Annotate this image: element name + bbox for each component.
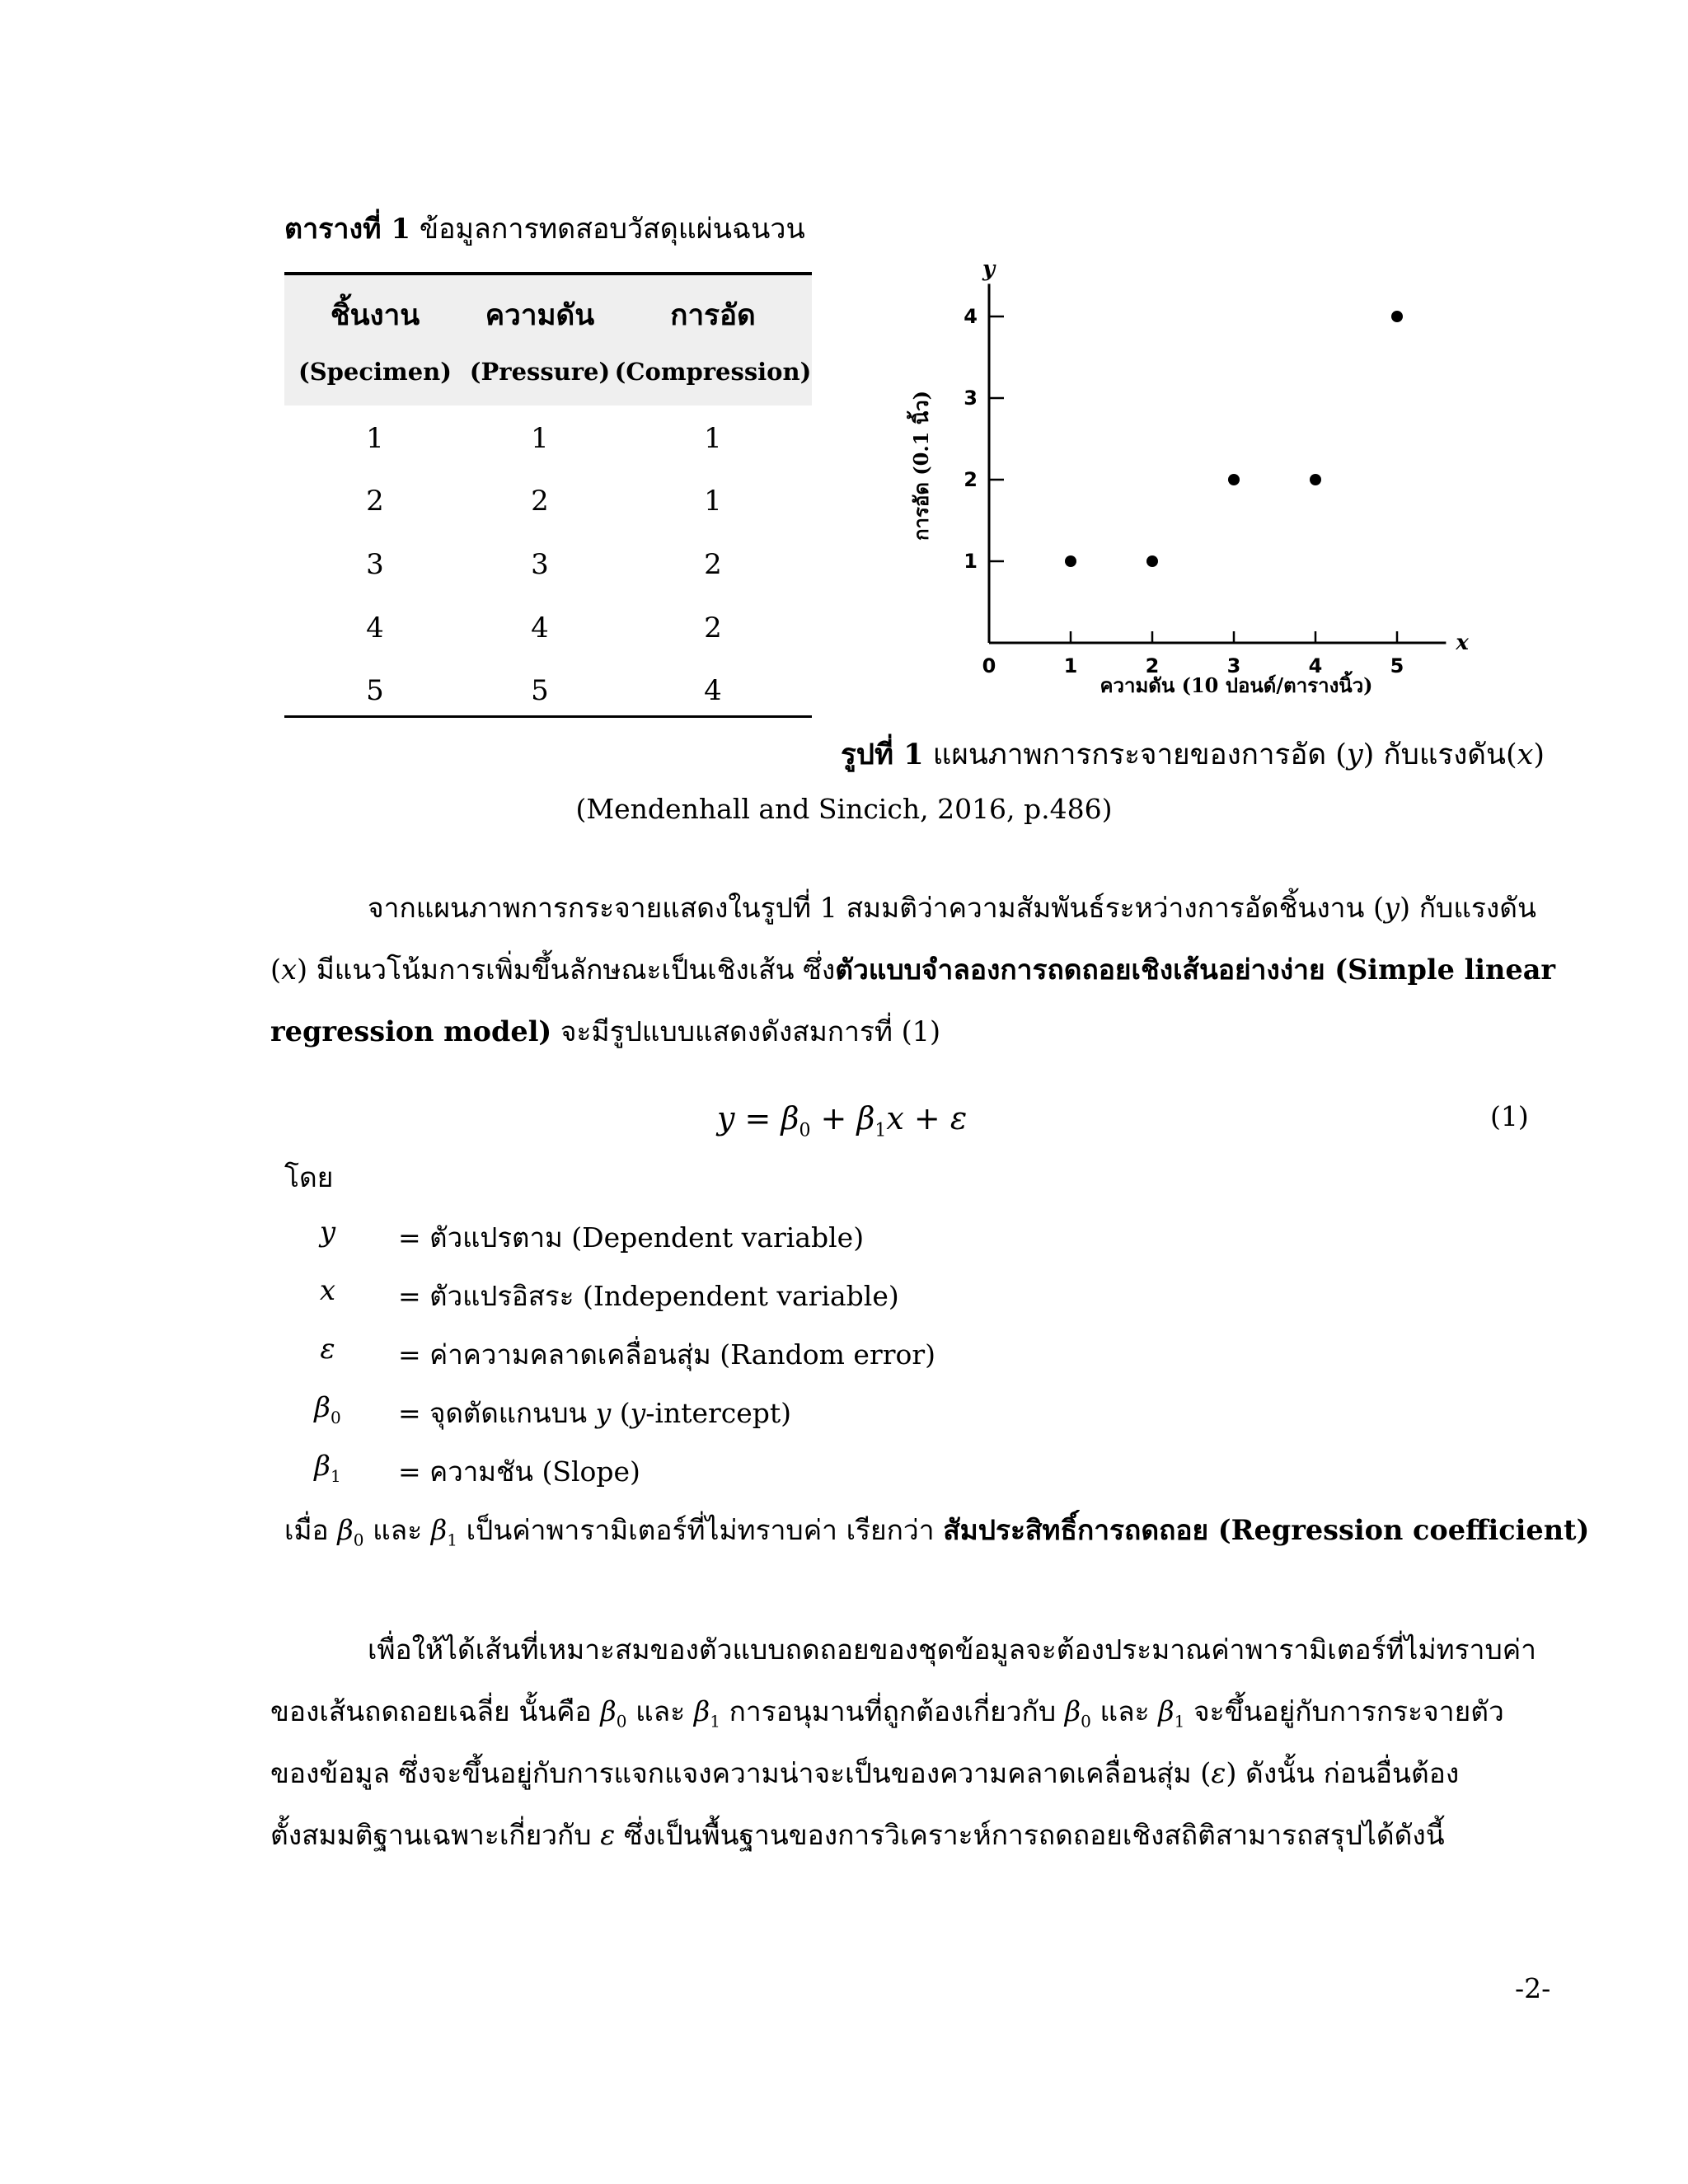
header-specimen-en: (Specimen) [298, 358, 452, 386]
var-y: y [595, 1397, 612, 1429]
sub: 0 [616, 1711, 627, 1732]
figure-caption-y: y [1346, 738, 1363, 771]
sub: 0 [353, 1530, 364, 1550]
epsilon: ε [600, 1819, 616, 1851]
equation-number: (1) [1490, 1100, 1529, 1132]
text: ของเส้นถดถอยเฉลี่ย นั้นคือ [270, 1695, 601, 1727]
page-number: -2- [1515, 1972, 1551, 2004]
text: ซึ่งเป็นพื้นฐานของการวิเคราะห์การถดถอยเชิงสถิติสามารถสรุปได้ดังนี้ [615, 1819, 1445, 1851]
table-top-rule [284, 272, 812, 275]
figure-caption-text: ) [1533, 738, 1545, 771]
text: เมื่อ [284, 1514, 338, 1546]
eq-y: y [717, 1100, 735, 1137]
figure-caption-text: ) กับแรงดัน( [1362, 738, 1517, 771]
sub: 1 [710, 1711, 720, 1732]
epsilon: ε [1211, 1757, 1226, 1789]
table-cell: 4 [704, 674, 722, 707]
text: ของข้อมูล ซึ่งจะขึ้นอยู่กับการแจกแจงความน่าจะเป็นของความคลาดเคลื่อนสุ่ม ( [270, 1757, 1212, 1789]
x-tick-label: 1 [1063, 654, 1078, 677]
eq-beta: β [856, 1100, 875, 1137]
text: จากแผนภาพการกระจายแสดงในรูปที่ 1 สมมติว่าความสัมพันธ์ระหว่างการอัดชิ้นงาน ( [368, 892, 1385, 924]
table-cell: 5 [366, 674, 384, 707]
def-symbol-beta1 [309, 1450, 346, 1486]
origin-label: 0 [982, 654, 996, 677]
table-cell: 3 [531, 548, 549, 581]
y-tick-label: 3 [964, 387, 978, 410]
y-tick-label: 1 [964, 550, 978, 573]
def-text-epsilon: = ค่าความคลาดเคลื่อนสุ่ม (Random error) [398, 1338, 936, 1371]
para1-line3 [270, 1010, 940, 1053]
text: และ [363, 1514, 431, 1546]
table-cell: 2 [704, 612, 722, 644]
para2-line3 [270, 1751, 1459, 1795]
eq-equals: = [734, 1100, 781, 1137]
figure-caption [841, 732, 1545, 777]
table-cell: 1 [366, 422, 384, 455]
text: ) ดังนั้น ก่อนอื่นต้อง [1226, 1757, 1460, 1789]
y-tick-label: 2 [964, 468, 978, 491]
table-cell: 4 [366, 612, 384, 644]
y-tick-label: 4 [964, 305, 978, 328]
header-pressure-th: ความดัน [485, 298, 595, 332]
sub: 1 [1174, 1711, 1185, 1732]
text: ( [611, 1397, 631, 1429]
def-text-beta1: = ความชัน (Slope) [398, 1455, 640, 1488]
para1-line1 [368, 886, 1536, 930]
data-point [1391, 311, 1403, 322]
figure-caption-text: แผนภาพการกระจายของการอัด ( [932, 738, 1347, 771]
var-y: y [630, 1397, 646, 1429]
sub: 1 [447, 1530, 457, 1550]
table-cell: 2 [704, 548, 722, 581]
def-symbol-x: x [319, 1274, 336, 1307]
def-symbol-y: y [319, 1216, 336, 1249]
figure-citation: (Mendenhall and Sincich, 2016, p.486) [575, 793, 1113, 825]
data-point [1310, 474, 1321, 485]
eq-plus: + [810, 1100, 857, 1137]
beta: β [693, 1695, 710, 1727]
y-axis-symbol: y [982, 256, 996, 282]
table-bottom-rule [284, 715, 812, 718]
para1-line2 [270, 948, 1555, 991]
def-text-y: = ตัวแปรตาม (Dependent variable) [398, 1221, 865, 1254]
table-cell: 1 [704, 422, 722, 455]
data-point [1065, 555, 1076, 567]
text: และ [626, 1695, 694, 1727]
sub: 0 [330, 1407, 341, 1427]
table-cell: 4 [531, 612, 549, 644]
def-text-beta0 [398, 1391, 791, 1435]
eq-beta: β [781, 1100, 799, 1137]
data-point [1146, 555, 1158, 567]
eq-sub: 0 [799, 1120, 811, 1141]
eq-sub: 1 [874, 1120, 887, 1141]
text: ) กับแรงดัน [1400, 892, 1536, 924]
text: -intercept) [645, 1397, 792, 1429]
table-cell: 2 [531, 485, 549, 518]
header-pressure-en: (Pressure) [469, 358, 611, 386]
beta: β [430, 1514, 448, 1546]
text: จะมีรูปแบบแสดงดังสมการที่ (1) [551, 1015, 941, 1047]
eq-epsilon: ε [950, 1100, 968, 1137]
table-title-text: ข้อมูลการทดสอบวัสดุแผ่นฉนวน [419, 213, 805, 246]
table-cell: 1 [531, 422, 549, 455]
para2-line1: เพื่อให้ได้เส้นที่เหมาะสมของตัวแบบถดถอยของชุดข้อมูลจะต้องประมาณค่าพารามิเตอร์ที่ไม่ทราบค่า [368, 1633, 1536, 1666]
x-tick-label: 4 [1308, 654, 1323, 677]
para2-line4 [270, 1813, 1445, 1857]
coefficient-line [284, 1508, 1589, 1552]
bold-term: ตัวแบบจำลองการถดถอยเชิงเส้นอย่างง่าย (Simple linear [835, 954, 1556, 986]
text: ตั้งสมมติฐานเฉพาะเกี่ยวกับ [270, 1819, 601, 1851]
table-cell: 3 [366, 548, 384, 581]
bold-term: สัมประสิทธิ์การถดถอย (Regression coefficient) [943, 1514, 1590, 1546]
def-symbol-epsilon: ε [320, 1333, 335, 1366]
data-point [1228, 474, 1240, 485]
figure-caption-x: x [1517, 738, 1534, 771]
figure-caption-label: รูปที่ 1 [841, 738, 924, 771]
eq-plus: + [903, 1100, 950, 1137]
text: = จุดตัดแกนบน [398, 1397, 596, 1429]
def-text-x: = ตัวแปรอิสระ (Independent variable) [398, 1280, 899, 1312]
where-label: โดย [284, 1161, 334, 1193]
table-cell: 2 [366, 485, 384, 518]
para2-line2 [270, 1690, 1504, 1733]
beta: β [337, 1514, 354, 1546]
header-compression-th: การอัด [670, 298, 756, 332]
header-compression-en: (Compression) [614, 358, 812, 386]
text: จะขึ้นอยู่กับการกระจายตัว [1184, 1695, 1504, 1727]
x-axis-symbol: x [1456, 630, 1469, 655]
equation [717, 1100, 967, 1141]
text: ( [270, 954, 282, 986]
x-tick-label: 5 [1390, 654, 1404, 677]
scatter-plot [890, 255, 1484, 717]
text: การอนุมานที่ถูกต้องเกี่ยวกับ [720, 1695, 1065, 1727]
table-cell: 1 [704, 485, 722, 518]
bold-term: regression model) [270, 1015, 552, 1047]
text: ) มีแนวโน้มการเพิ่มขึ้นลักษณะเป็นเชิงเส้น ซึ่ง [296, 954, 836, 986]
eq-x: x [886, 1100, 904, 1137]
text: เป็นค่าพารามิเตอร์ที่ไม่ทราบค่า เรียกว่า [457, 1514, 944, 1546]
table-title [284, 206, 805, 251]
def-symbol-beta0 [309, 1391, 346, 1427]
beta: β [600, 1695, 617, 1727]
sub: 1 [330, 1465, 341, 1486]
var-y: y [1384, 892, 1400, 924]
beta: β [314, 1391, 331, 1424]
header-specimen-th: ชิ้นงาน [330, 298, 420, 332]
table-cell: 5 [531, 674, 549, 707]
beta: β [1158, 1695, 1175, 1727]
table-title-label: ตารางที่ 1 [284, 213, 411, 246]
x-tick-label: 2 [1145, 654, 1160, 677]
text: และ [1090, 1695, 1159, 1727]
x-tick-label: 3 [1226, 654, 1241, 677]
var-x: x [281, 954, 297, 986]
x-axis-label: ความดัน (10 ปอนด์/ตารางนิ้ว) [1100, 673, 1373, 697]
y-axis-label: การอัด (0.1 นิ้ว) [909, 391, 933, 541]
plot-points [1065, 311, 1403, 567]
plot-ticks [964, 305, 1404, 677]
beta: β [314, 1450, 331, 1483]
sub: 0 [1081, 1711, 1091, 1732]
beta: β [1064, 1695, 1081, 1727]
